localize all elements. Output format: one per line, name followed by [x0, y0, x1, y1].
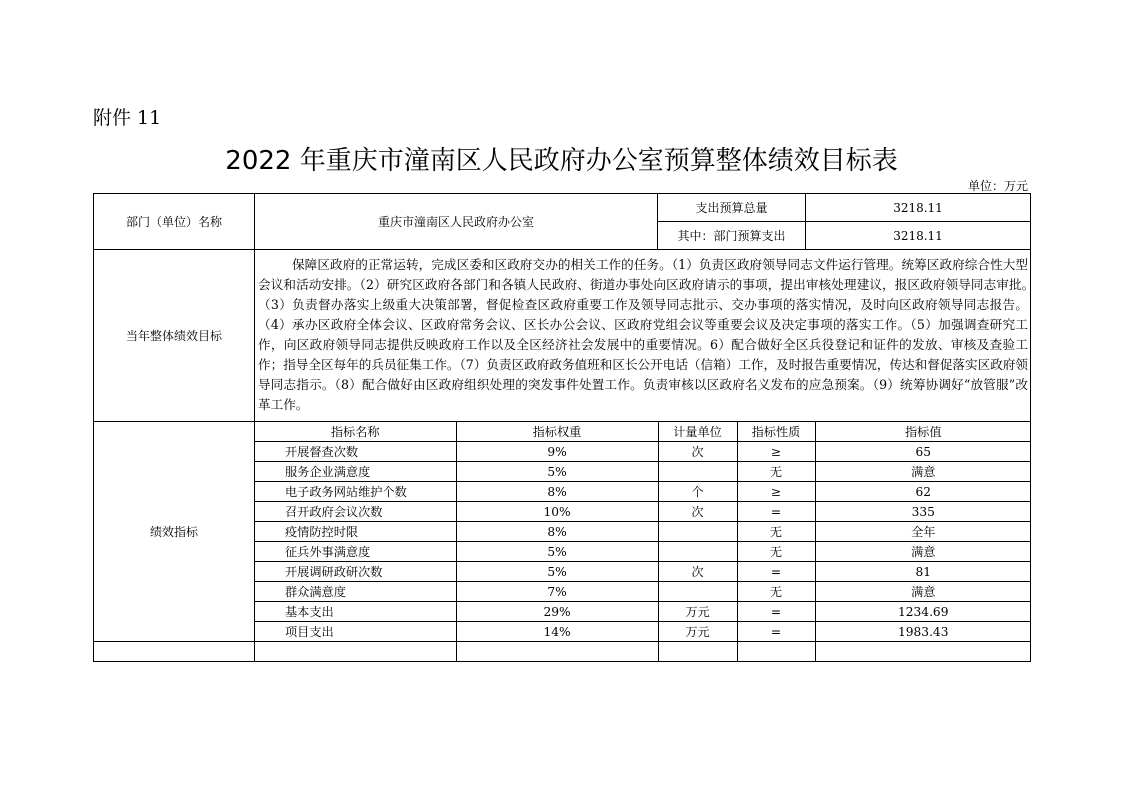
indicator-nature: 无 — [737, 542, 815, 562]
indicator-name: 疫情防控时限 — [255, 522, 456, 542]
empty-cell — [94, 642, 255, 662]
indicator-name: 基本支出 — [255, 602, 456, 622]
empty-cell — [658, 642, 737, 661]
indicator-weight: 7% — [456, 582, 658, 602]
indicator-name: 群众满意度 — [255, 582, 456, 602]
indicator-unit: 万元 — [658, 622, 737, 642]
indicator-name: 召开政府会议次数 — [255, 502, 456, 522]
indicator-value: 62 — [815, 482, 1031, 502]
indicator-weight: 5% — [456, 542, 658, 562]
indicator-unit: 次 — [658, 442, 737, 462]
indicator-unit: 个 — [658, 482, 737, 502]
indicator-name: 征兵外事满意度 — [255, 542, 456, 562]
header-weight: 指标权重 — [456, 422, 658, 442]
indicator-nature: ≥ — [737, 482, 815, 502]
indicator-unit — [658, 462, 737, 482]
header-nature: 指标性质 — [737, 422, 815, 442]
table-row — [255, 462, 1031, 482]
indicator-nature: ≥ — [737, 442, 815, 462]
header-value: 指标值 — [815, 422, 1031, 442]
empty-row-table — [255, 642, 1031, 661]
performance-table — [93, 193, 1041, 662]
budget-total-value: 3218.11 — [806, 194, 1031, 222]
indicator-name: 开展调研政研次数 — [255, 562, 456, 582]
dept-budget-value: 3218.11 — [806, 222, 1031, 250]
indicators-header-row — [255, 422, 1031, 442]
indicators-cell — [255, 422, 1031, 642]
indicator-nature: 无 — [737, 522, 815, 542]
indicator-unit: 次 — [658, 562, 737, 582]
dept-label: 部门（单位）名称 — [94, 194, 255, 250]
indicator-nature: = — [737, 622, 815, 642]
indicator-weight: 9% — [456, 442, 658, 462]
indicator-nature: = — [737, 562, 815, 582]
table-row — [255, 502, 1031, 522]
page-title: 2022 年重庆市潼南区人民政府办公室预算整体绩效目标表 — [225, 146, 898, 176]
indicator-weight: 8% — [456, 522, 658, 542]
table-row — [255, 442, 1031, 462]
indicator-unit: 次 — [658, 502, 737, 522]
indicator-value: 满意 — [815, 542, 1031, 562]
indicator-value: 1983.43 — [815, 622, 1031, 642]
indicator-unit — [658, 522, 737, 542]
indicator-value: 满意 — [815, 582, 1031, 602]
empty-cell — [737, 642, 815, 661]
indicator-weight: 10% — [456, 502, 658, 522]
indicator-weight: 5% — [456, 462, 658, 482]
empty-cell — [815, 642, 1031, 661]
indicator-nature: 无 — [737, 462, 815, 482]
table-row — [255, 622, 1031, 642]
indicator-unit — [658, 582, 737, 602]
indicator-nature: 无 — [737, 582, 815, 602]
indicator-name: 服务企业满意度 — [255, 462, 456, 482]
goal-cell — [255, 250, 1041, 422]
goal-label: 当年整体绩效目标 — [94, 250, 255, 422]
empty-cell — [456, 642, 658, 661]
indicator-weight: 8% — [456, 482, 658, 502]
empty-cell — [255, 642, 456, 661]
table-row — [255, 482, 1031, 502]
goal-text: 保障区政府的正常运转，完成区委和区政府交办的相关工作的任务。（1）负责区政府领导同志文件运行管理。统筹区政府综合性大型会议和活动安排。（2）研究区政府各部门和各镇人民政府、街道办事处向区政府请示的事项，提出审核处理建议，报区政府领导同志审批。 （3）负责督办落实上级重大决策部署，督促检查区政府重要工作及领导同志批示、交办事项的落实情况，及时向区政府领导同志报告。（4）承办区政府全体会议、区政府常务会议、区长办公会议、区政府党组会议等重要会议及决定事项的落实工作。（5）加强调查研究工作，向区政府领导同志提供反映政府工作以及全区经济社会发展中的重要情况。6）配合做好全区兵役登记和证件的发放、审核及查验工作；指导全区每年的兵员征集工作。（7）负责区政府政务值班和区长公开电话（信箱）工作，及时报告重要情况，传达和督促落实区政府领导同志指示。（8）配合做好由区政府组织处理的突发事件处置工作。负责审核以区政府名义发布的应急预案。（9）统筹协调好“放管服”改革工作。 — [258, 257, 1041, 412]
indicator-value: 65 — [815, 442, 1031, 462]
table-row — [255, 522, 1031, 542]
indicator-unit — [658, 542, 737, 562]
indicator-nature: = — [737, 602, 815, 622]
empty-cell — [255, 642, 1031, 662]
indicator-weight: 14% — [456, 622, 658, 642]
indicator-weight: 5% — [456, 562, 658, 582]
indicator-value: 1234.69 — [815, 602, 1031, 622]
table-row — [255, 542, 1031, 562]
dept-name: 重庆市潼南区人民政府办公室 — [255, 194, 658, 250]
unit-label: 单位：万元 — [967, 179, 1028, 193]
table-row — [255, 562, 1031, 582]
indicator-name: 项目支出 — [255, 622, 456, 642]
table-row — [255, 602, 1031, 622]
indicators-label: 绩效指标 — [94, 422, 255, 642]
indicator-value: 全年 — [815, 522, 1031, 542]
table-row — [255, 582, 1031, 602]
indicator-value: 81 — [815, 562, 1031, 582]
header-unit: 计量单位 — [658, 422, 737, 442]
indicator-nature: = — [737, 502, 815, 522]
indicators-table — [255, 422, 1031, 641]
dept-budget-label: 其中：部门预算支出 — [658, 222, 806, 250]
indicator-name: 开展督查次数 — [255, 442, 456, 462]
header-name: 指标名称 — [255, 422, 456, 442]
attachment-label: 附件 11 — [93, 107, 162, 129]
budget-total-label: 支出预算总量 — [658, 194, 806, 222]
indicator-weight: 29% — [456, 602, 658, 622]
indicator-unit: 万元 — [658, 602, 737, 622]
indicator-value: 335 — [815, 502, 1031, 522]
indicator-value: 满意 — [815, 462, 1031, 482]
indicator-name: 电子政务网站维护个数 — [255, 482, 456, 502]
